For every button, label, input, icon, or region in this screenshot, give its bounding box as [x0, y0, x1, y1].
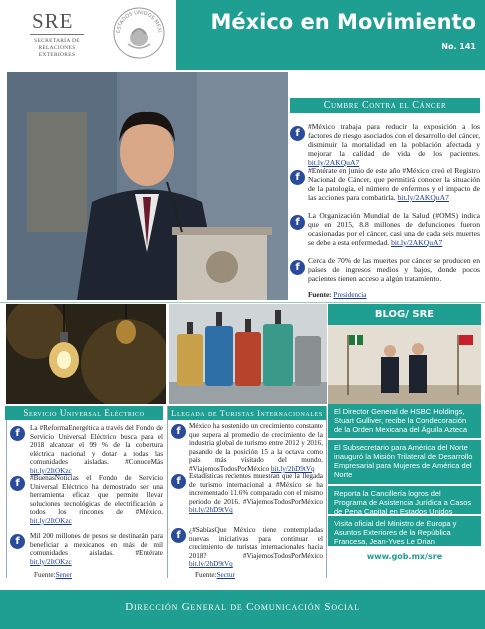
- facebook-icon[interactable]: f: [290, 215, 305, 230]
- cancer-source: Fuente: Presidencia: [308, 291, 367, 299]
- blog-item-2[interactable]: El Subsecretario para América del Norte inauguró la Misión Trilateral de Desarrollo Empresarial para Mujeres de América del Norte: [328, 440, 481, 484]
- cancer-source-link[interactable]: Presidencia: [333, 291, 367, 299]
- blog-heading: BLOG/ SRE: [328, 304, 481, 325]
- cancer-item-4: Cerca de 70% de las muertes por cáncer se producen en países de ingresos medios y bajos, donde pocos pacientes tienen acceso a algún tratamiento.: [308, 256, 480, 283]
- facebook-icon[interactable]: f: [171, 424, 186, 439]
- gob-url[interactable]: www.gob.mx/sre: [366, 552, 443, 561]
- cancer-section-heading: Cumbre Contra el Cáncer: [290, 98, 480, 113]
- section-divider: [0, 302, 485, 303]
- tourists-source: Fuente:Sectur: [195, 571, 235, 579]
- electric-item-3: Mil 200 millones de pesos se destinarán para beneficiar a mexicanos en más de mil comunidades aisladas. #Entérate bit.ly/2ItOKzc: [30, 532, 163, 566]
- newsletter-title: México en Movimiento: [210, 10, 476, 34]
- sre-logo: SRE: [32, 9, 74, 33]
- cancer-item-1: #México trabaja para reducir la exposición a los factores de riesgo asociados con el desarrollo del cáncer, disminuir la mortalidad en la población afectada y mejorar la calidad de vida de los pacientes. bit.ly/2AKQuA7: [308, 122, 480, 167]
- facebook-icon[interactable]: f: [290, 126, 305, 141]
- suitcases-photo: [169, 304, 327, 404]
- tourists-source-link[interactable]: Sectur: [216, 571, 235, 579]
- tourists-item-1: México ha sostenido un crecimiento constante que supera al promedio de crecimiento de la industria global de turismo entre 2012 y 2016, pasando de la posición 15 a la octava como país más visitado del mundo. #ViajemosTodosPorMéxico bit.ly/2hD9tVq: [189, 422, 323, 473]
- facebook-icon[interactable]: f: [10, 534, 25, 549]
- blog-item-3[interactable]: Reporta la Cancillería logros del Programa de Asistencia Jurídica a Casos de Pena Capital en Estados Unidos: [328, 486, 481, 514]
- issue-number: No. 141: [441, 42, 476, 51]
- electric-section-heading: Servicio Universal Eléctrico: [5, 406, 163, 420]
- tourists-link-2[interactable]: bit.ly/2hD9tVq: [189, 506, 233, 515]
- facebook-icon[interactable]: f: [171, 474, 186, 489]
- facebook-icon[interactable]: f: [10, 426, 25, 441]
- facebook-icon[interactable]: f: [171, 528, 186, 543]
- president-photo: [7, 72, 288, 300]
- logo-divider: [30, 34, 84, 35]
- tourists-link-1[interactable]: bit.ly/2hD9tVq: [270, 464, 315, 473]
- electric-source: Fuente:Sener: [34, 571, 72, 579]
- blog-item-4[interactable]: Visita oficial del Ministro de Europa y Asuntos Exteriores de la República Francesa, Jean-Yves Le Drian: [328, 516, 481, 546]
- electric-link-1[interactable]: bit.ly/2ItOKzc: [30, 466, 72, 475]
- electric-link-3[interactable]: bit.ly/2ItOKzc: [30, 557, 72, 566]
- blog-photo: [328, 325, 481, 404]
- column-line: [6, 420, 7, 578]
- facebook-icon[interactable]: f: [10, 476, 25, 491]
- facebook-icon[interactable]: f: [290, 170, 305, 185]
- facebook-icon[interactable]: f: [290, 260, 305, 275]
- cancer-item-2: #Entérate en junio de este año #México creó el Registro Nacional de Cáncer, que permitirá conocer la situación de la patología, el número de enfermos y el impacto de las acciones para combatirla. bit.ly/2AKQuA7: [308, 166, 480, 202]
- electric-link-2[interactable]: bit.ly/2ItOKzc: [30, 516, 72, 525]
- column-line: [167, 406, 168, 578]
- electric-item-1: La #ReformaEnergética a través del Fondo de Servicio Universal Eléctrico busca para el 2018 alcanzar el 99 % de la cobertura eléctrica nacional y dotar a todas las comunidades aisladas. #ConoceMás bit.ly/2ItOKzc: [30, 424, 163, 475]
- mexico-seal-icon: [112, 6, 166, 60]
- sre-subtitle: SECRETARÍA DE RELACIONES EXTERIORES: [34, 38, 80, 58]
- electric-source-link[interactable]: Sener: [55, 571, 72, 579]
- blog-item-1[interactable]: El Director General de HSBC Holdings, Stuart Gulliver, recibe la Condecoración de la Orden Mexicana del Águila Azteca: [328, 404, 481, 438]
- column-line: [326, 406, 327, 578]
- cancer-link-3[interactable]: bit.ly/2AKQuA7: [391, 237, 443, 247]
- footer-text: Dirección General de Comunicación Social: [125, 601, 360, 613]
- cancer-link-1[interactable]: bit.ly/2AKQuA7: [308, 157, 360, 167]
- light-bulbs-photo: [6, 304, 166, 404]
- tourists-item-2: Estadísticas recientes muestran que la llegada de turismo internacional a #México se ha incrementado 11.6% comparado con el mismo periodo de 2016. #ViajemosTodosPorMéxico bit.ly/2hD9tVq: [189, 472, 323, 515]
- tourists-item-3: ¿#SabíasQue México tiene contempladas nuevas iniciativas para continuar el crecimiento de turistas internacionales hacia 2018? #ViajemosTodosPorMéxico bit.ly/2hD9tVq: [189, 526, 323, 569]
- cancer-item-3: La Organización Mundial de la Salud (#OMS) indica que en 2015, 8.8 millones de defunciones fueron ocasionadas por el cáncer, casi una de cada seis muertes se debe a esta enfermedad. bit.ly/2AKQuA7: [308, 211, 480, 247]
- tourists-section-heading: Llegada de Turistas Internacionales: [168, 406, 326, 420]
- seal-text: ESTADOS UNIDOS MEXI: [115, 9, 163, 34]
- cancer-link-2[interactable]: bit.ly/2AKQuA7: [397, 192, 449, 202]
- electric-item-2: #BuenasNoticias el Fondo de Servicio Universal Eléctrico ha demostrado ser una herramienta eficaz que permite llevar soluciones tecnológicas de electrificación a todos los rincones de #México. bit.ly/2ItOKzc: [30, 474, 163, 525]
- tourists-link-3[interactable]: bit.ly/2hD9tVq: [189, 560, 233, 569]
